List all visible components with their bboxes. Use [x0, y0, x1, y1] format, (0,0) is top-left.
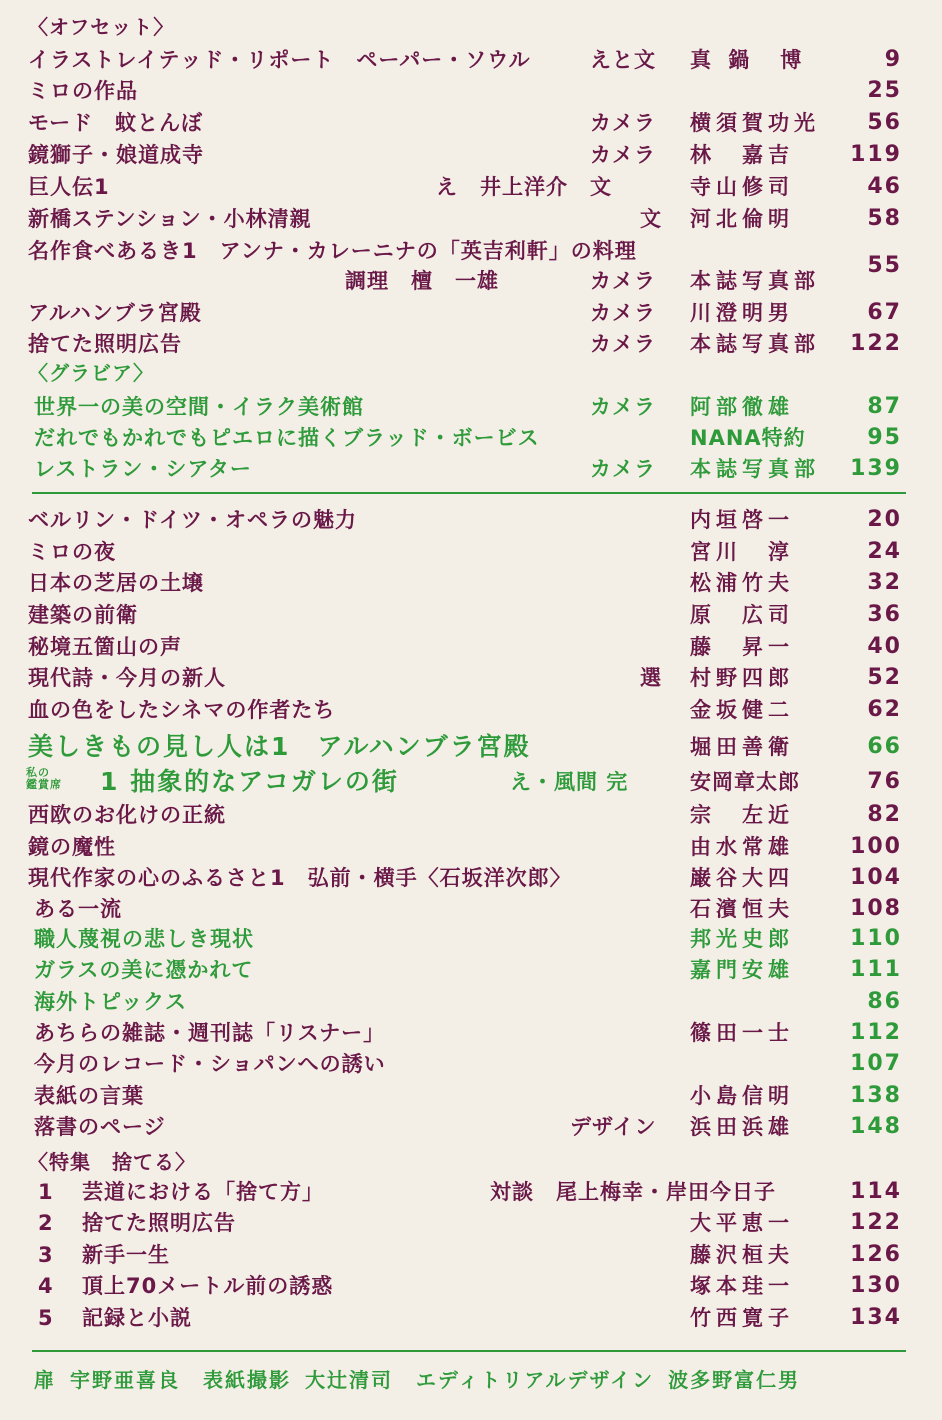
entry-title: 表紙の言葉 — [34, 1084, 144, 1108]
entry-title: 秘境五箇山の声 — [28, 635, 182, 659]
entry-title: 調理 檀 一雄 — [345, 269, 499, 293]
credit-label: 扉 — [34, 1368, 56, 1392]
entry-title: 職人蔑視の悲しき現状 — [34, 927, 254, 951]
entry-title: ミロの作品 — [28, 79, 138, 103]
toc-entry — [0, 421, 942, 455]
entry-title: 今月のレコード・ショパンへの誘い — [34, 1052, 386, 1076]
page-number: 36 — [867, 602, 902, 627]
toc-entry — [0, 1110, 942, 1144]
author: 阿部徹雄 — [690, 395, 794, 419]
page-number: 122 — [850, 1210, 902, 1235]
author: 原 広司 — [690, 603, 794, 627]
toc-entry — [0, 1016, 942, 1050]
credit: カメラ — [590, 301, 656, 325]
corner-label: 私の — [26, 766, 50, 779]
page-number: 111 — [850, 957, 902, 982]
page-number: 148 — [850, 1114, 902, 1139]
entry-title: 新手一生 — [82, 1243, 170, 1267]
toc-entry — [0, 234, 942, 278]
author: 内垣啓一 — [690, 508, 794, 532]
toc-entry — [0, 798, 942, 832]
feature-title: 美しきもの見し人は1 アルハンブラ宮殿 — [28, 732, 531, 761]
author: 本誌写真部 — [690, 269, 820, 293]
page-number: 52 — [867, 665, 902, 690]
credit-label: 表紙撮影 — [202, 1368, 291, 1392]
credit: カメラ — [590, 111, 656, 135]
toc-entry — [0, 43, 942, 77]
credit: カメラ — [590, 332, 656, 356]
entry-title: 鏡獅子・娘道成寺 — [28, 143, 204, 167]
entry-title: 日本の芝居の土壌 — [28, 571, 204, 595]
author: 寺山修司 — [690, 175, 794, 199]
page-number: 66 — [867, 734, 902, 759]
page-number: 107 — [850, 1051, 902, 1076]
entry-title: 建築の前衛 — [28, 603, 138, 627]
item-number: 5 — [38, 1306, 54, 1330]
page-number: 24 — [867, 539, 902, 564]
page-number: 67 — [867, 300, 902, 325]
toc-entry — [0, 598, 942, 632]
page-number: 56 — [867, 110, 902, 135]
author: 川澄明男 — [690, 301, 794, 325]
credits-footer — [34, 1364, 814, 1393]
author: 小島信明 — [690, 1084, 794, 1108]
page-number: 32 — [867, 570, 902, 595]
credit: カメラ — [590, 269, 656, 293]
page-number: 82 — [867, 802, 902, 827]
page-number: 87 — [867, 394, 902, 419]
entry-title: 巨人伝1 — [28, 175, 110, 199]
credit-label: エディトリアルデザイン — [415, 1368, 655, 1392]
entry-title: 海外トピックス — [34, 990, 187, 1014]
special-entry — [0, 1206, 942, 1240]
entry-title: 頂上70メートル前の誘惑 — [82, 1274, 334, 1298]
credit: 対談 尾上梅幸・岸田今日子 — [490, 1180, 776, 1204]
toc-entry — [0, 693, 942, 727]
toc-entry — [0, 170, 942, 204]
item-number: 3 — [38, 1243, 54, 1267]
special-entry — [0, 1301, 942, 1335]
toc-entry — [0, 1079, 942, 1113]
entry-title: 捨てた照明広告 — [82, 1211, 236, 1235]
author: 大平恵一 — [690, 1211, 794, 1235]
toc-entry — [0, 535, 942, 569]
author: 村野四郎 — [690, 666, 794, 690]
page-number: 126 — [850, 1242, 902, 1267]
item-number: 4 — [38, 1274, 54, 1298]
credit: カメラ — [590, 457, 656, 481]
special-entry — [0, 1175, 942, 1209]
author: 篠田一士 — [690, 1021, 794, 1045]
toc-entry — [0, 138, 942, 172]
entry-title: ベルリン・ドイツ・オペラの魅力 — [28, 508, 357, 532]
section-heading: 〈特集 捨てる〉 — [28, 1150, 196, 1174]
credit-name: 宇野亜喜良 — [70, 1368, 180, 1392]
page-number: 100 — [850, 834, 902, 859]
author: 河北倫明 — [690, 207, 794, 231]
entry-title: ガラスの美に憑かれて — [34, 958, 254, 982]
toc-entry — [0, 1047, 942, 1081]
credit: 選 — [640, 666, 662, 690]
author: 藤 昇一 — [690, 635, 794, 659]
author: 塚本珪一 — [690, 1274, 794, 1298]
special-row — [0, 762, 942, 802]
author: 松浦竹夫 — [690, 571, 794, 595]
entry-title: 芸道における「捨て方」 — [82, 1180, 324, 1204]
author: 邦光史郎 — [690, 927, 794, 951]
author: 本誌写真部 — [690, 457, 820, 481]
page-number: 20 — [867, 507, 902, 532]
author: NANA特約 — [690, 426, 806, 450]
entry-title: 血の色をしたシネマの作者たち — [28, 698, 336, 722]
author: 横須賀功光 — [690, 111, 820, 135]
entry-title: モード 蚊とんぼ — [28, 111, 204, 135]
entry-title: レストラン・シアター — [34, 457, 252, 481]
author: 宮川 淳 — [690, 540, 794, 564]
page-number: 108 — [850, 896, 902, 921]
author: 本誌写真部 — [690, 332, 820, 356]
page-number: 134 — [850, 1305, 902, 1330]
feature-row — [0, 728, 942, 766]
page-number: 76 — [867, 769, 902, 794]
entry-title: イラストレイテッド・リポート ペーパー・ソウル — [28, 48, 531, 72]
entry-title: アルハンブラ宮殿 — [28, 301, 202, 325]
credit: カメラ — [590, 143, 656, 167]
entry-title: 新橋ステンション・小林清親 — [28, 207, 312, 231]
entry-title: 名作食べあるき1 アンナ・カレーニナの「英吉利軒」の料理 — [28, 239, 637, 263]
page-number: 9 — [884, 47, 902, 72]
section-heading: 〈オフセット〉 — [28, 15, 175, 39]
author: 金坂健二 — [690, 698, 794, 722]
author: 堀田善衛 — [690, 735, 794, 759]
entry-title: 捨てた照明広告 — [28, 332, 182, 356]
toc-entry — [0, 566, 942, 600]
page-number: 122 — [850, 331, 902, 356]
entry-title: あちらの雑誌・週刊誌「リスナー」 — [34, 1021, 386, 1045]
toc-entry — [0, 630, 942, 664]
entry-title: 鏡の魔性 — [28, 835, 116, 859]
section-gravure — [0, 356, 942, 390]
page-number: 55 — [867, 253, 902, 278]
toc-entry — [0, 452, 942, 486]
credit-name: 大辻清司 — [304, 1368, 393, 1392]
toc-entry — [0, 922, 942, 956]
page-number: 110 — [850, 926, 902, 951]
toc-entry — [0, 503, 942, 537]
entry-title: 現代詩・今月の新人 — [28, 666, 226, 690]
page-number: 25 — [867, 78, 902, 103]
author: 林 嘉吉 — [690, 143, 794, 167]
toc-entry — [0, 74, 942, 108]
toc-entry — [0, 661, 942, 695]
entry-title: ミロの夜 — [28, 540, 116, 564]
toc-entry — [0, 892, 942, 926]
author: 浜田浜雄 — [690, 1115, 794, 1139]
credit: え 井上洋介 文 — [436, 175, 612, 199]
entry-title: ある一流 — [34, 897, 122, 921]
entry-title: 落書のページ — [34, 1115, 166, 1139]
credit: え・風間 完 — [510, 770, 629, 794]
section-offset — [0, 10, 942, 44]
divider — [32, 492, 906, 494]
toc-entry — [0, 296, 942, 330]
author: 真 鍋 博 — [690, 48, 807, 72]
entry-title: 現代作家の心のふるさと1 弘前・横手〈石坂洋次郎〉 — [28, 866, 572, 890]
section-heading: 〈グラビア〉 — [28, 361, 154, 385]
page-number: 86 — [867, 989, 902, 1014]
special-entry — [0, 1238, 942, 1272]
author: 安岡章太郎 — [690, 770, 800, 794]
credit: カメラ — [590, 395, 656, 419]
toc-entry — [0, 390, 942, 424]
author: 巌谷大四 — [690, 866, 794, 890]
author: 竹西寛子 — [690, 1306, 794, 1330]
author: 石濱恒夫 — [690, 897, 794, 921]
page-number: 139 — [850, 456, 902, 481]
credit-name: 波多野富仁男 — [668, 1368, 801, 1392]
special-entry — [0, 1269, 942, 1303]
entry-title: だれでもかれでもピエロに描くブラッド・ボービス — [34, 426, 540, 450]
toc-entry — [0, 830, 942, 864]
page-number: 130 — [850, 1273, 902, 1298]
page-number: 46 — [867, 174, 902, 199]
credit: えと文 — [590, 48, 656, 72]
feature-title: 1 抽象的なアコガレの街 — [100, 767, 399, 796]
page-number: 119 — [850, 142, 902, 167]
section-special — [0, 1145, 942, 1179]
credit: デザイン — [570, 1115, 657, 1139]
toc-entry — [0, 264, 942, 298]
page-number: 58 — [867, 206, 902, 231]
author: 宗 左近 — [690, 803, 794, 827]
page-number: 112 — [850, 1020, 902, 1045]
toc-entry — [0, 985, 942, 1019]
entry-title: 西欧のお化けの正統 — [28, 803, 226, 827]
page-number: 95 — [867, 425, 902, 450]
entry-title: 記録と小説 — [82, 1306, 192, 1330]
item-number: 2 — [38, 1211, 54, 1235]
item-number: 1 — [38, 1180, 54, 1204]
author: 由水常雄 — [690, 835, 794, 859]
author: 藤沢桓夫 — [690, 1243, 794, 1267]
page-number: 114 — [850, 1179, 902, 1204]
page-number: 138 — [850, 1083, 902, 1108]
divider — [32, 1350, 906, 1352]
page-number: 40 — [867, 634, 902, 659]
page-number: 104 — [850, 865, 902, 890]
toc-entry — [0, 953, 942, 987]
author: 嘉門安雄 — [690, 958, 794, 982]
toc-entry — [0, 861, 942, 895]
corner-label: 鑑賞席 — [26, 778, 62, 791]
toc-entry — [0, 202, 942, 236]
page-number: 62 — [867, 697, 902, 722]
entry-title: 世界一の美の空間・イラク美術館 — [34, 395, 364, 419]
credit: 文 — [640, 207, 662, 231]
toc-entry — [0, 106, 942, 140]
